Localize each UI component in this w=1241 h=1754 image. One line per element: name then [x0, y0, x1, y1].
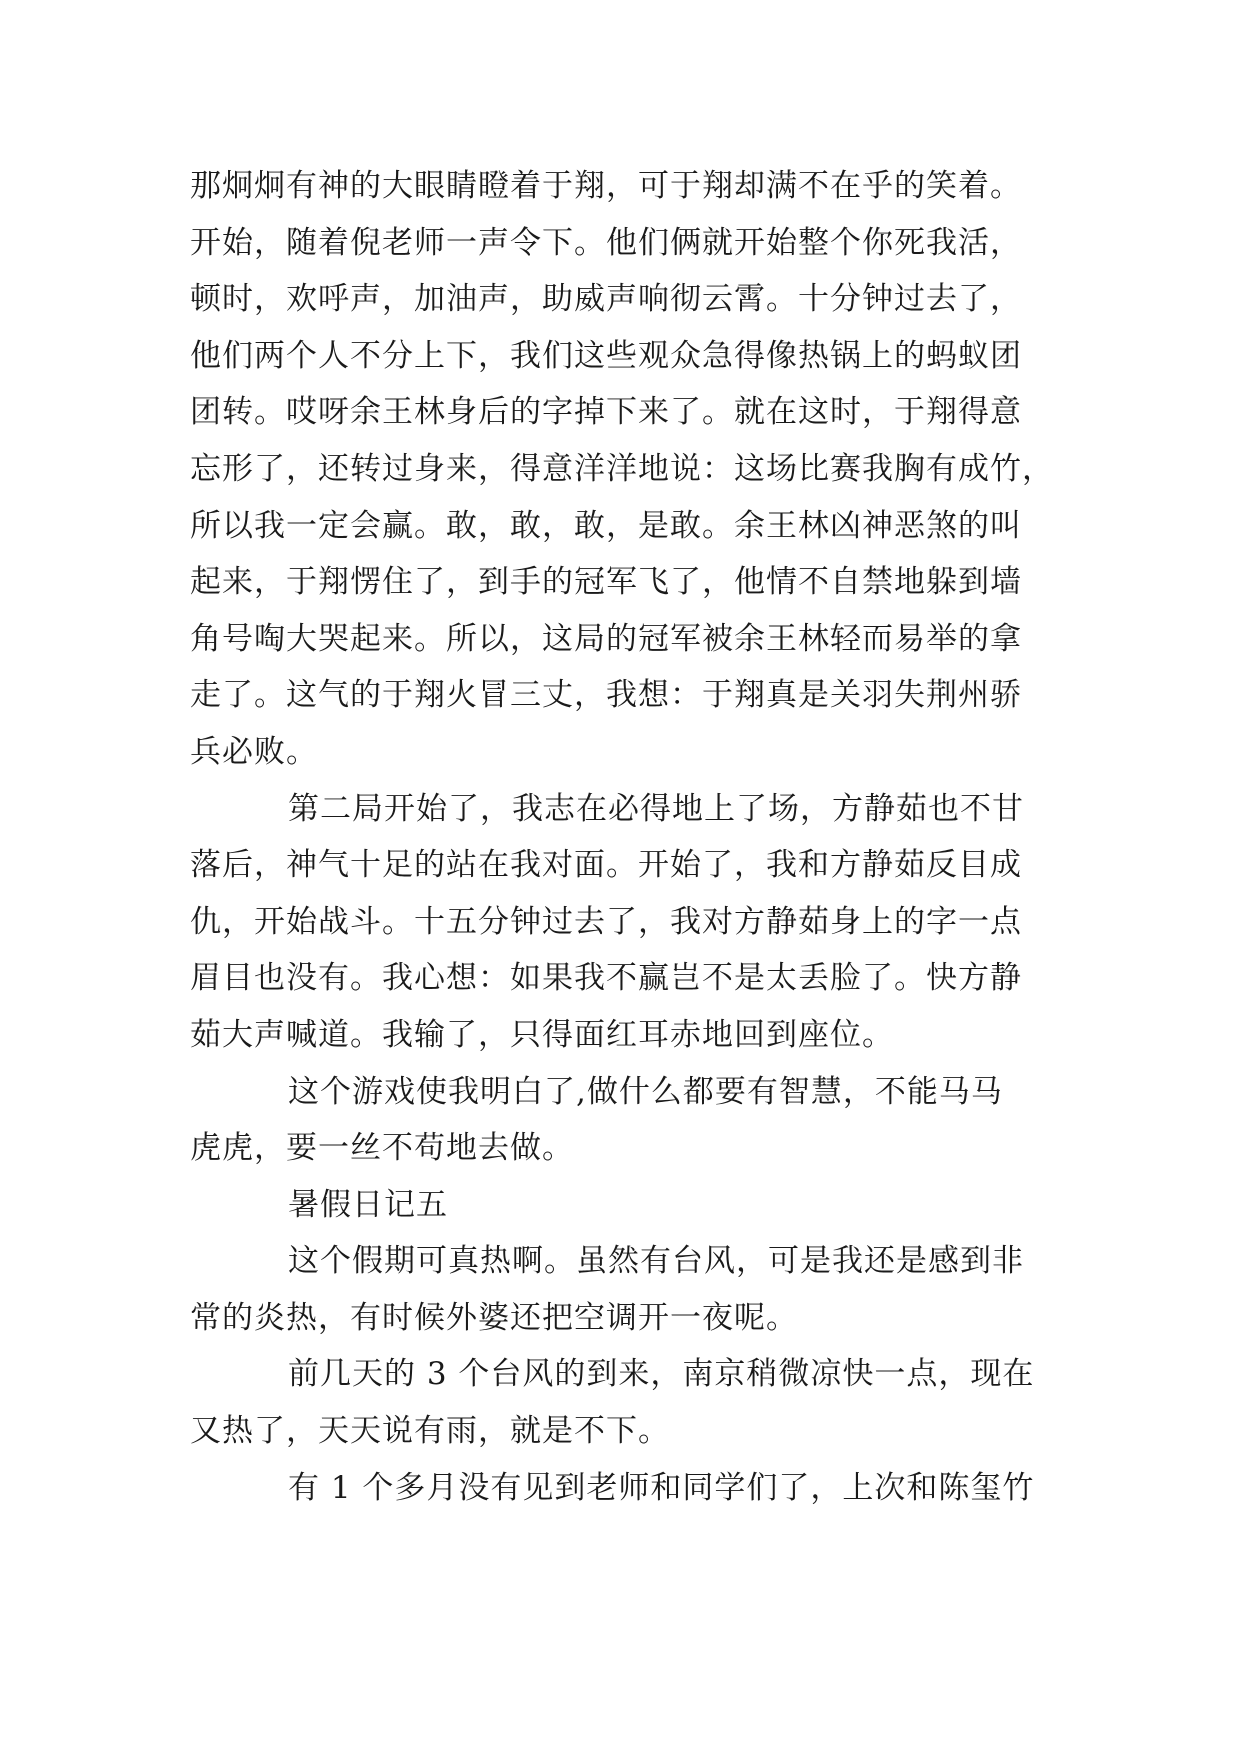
text-line: 起来，于翔愣住了，到手的冠军飞了，他情不自禁地躲到墙 — [190, 564, 1022, 601]
text-line: 走了。这气的于翔火冒三丈，我想：于翔真是关羽失荆州骄 — [190, 677, 1022, 714]
text-line: 有 1 个多月没有见到老师和同学们了，上次和陈玺竹 — [288, 1469, 1035, 1506]
text-line: 开始，随着倪老师一声令下。他们俩就开始整个你死我活， — [190, 224, 1022, 261]
text-line: 顿时，欢呼声，加油声，助威声响彻云霄。十分钟过去了， — [190, 281, 1022, 318]
text-line: 团转。哎呀余王林身后的字掉下来了。就在这时，于翔得意 — [190, 394, 1022, 431]
text-line: 这个游戏使我明白了,做什么都要有智慧，不能马马 — [288, 1073, 1003, 1110]
document-body — [190, 158, 1060, 1516]
text-line: 这个假期可真热啊。虽然有台风，可是我还是感到非 — [288, 1243, 1024, 1280]
text-line: 落后，神气十足的站在我对面。开始了，我和方静茹反目成 — [190, 847, 1022, 884]
text-line: 仇，开始战斗。十五分钟过去了，我对方静茹身上的字一点 — [190, 903, 1022, 940]
text-line: 第二局开始了，我志在必得地上了场，方静茹也不甘 — [288, 790, 1024, 827]
text-line: 前几天的 3 个台风的到来，南京稍微凉快一点，现在 — [288, 1356, 1035, 1393]
text-line: 所以我一定会赢。敢，敢，敢，是敢。余王林凶神恶煞的叫 — [190, 507, 1022, 544]
text-line: 眉目也没有。我心想：如果我不赢岂不是太丢脸了。快方静 — [190, 960, 1022, 997]
text-line: 暑假日记五 — [288, 1186, 448, 1223]
text-line: 他们两个人不分上下，我们这些观众急得像热锅上的蚂蚁团 — [190, 337, 1022, 374]
text-line: 角号啕大哭起来。所以，这局的冠军被余王林轻而易举的拿 — [190, 620, 1022, 657]
text-line: 茹大声喊道。我输了，只得面红耳赤地回到座位。 — [190, 1016, 894, 1053]
text-line: 又热了，天天说有雨，就是不下。 — [190, 1413, 670, 1450]
text-line: 忘形了，还转过身来，得意洋洋地说：这场比赛我胸有成竹， — [190, 450, 1054, 487]
text-line: 虎虎，要一丝不苟地去做。 — [190, 1130, 574, 1167]
text-line: 兵必败。 — [190, 733, 318, 770]
text-line: 那炯炯有神的大眼睛瞪着于翔，可于翔却满不在乎的笑着。 — [190, 168, 1022, 204]
text-line: 常的炎热，有时候外婆还把空调开一夜呢。 — [190, 1299, 798, 1336]
